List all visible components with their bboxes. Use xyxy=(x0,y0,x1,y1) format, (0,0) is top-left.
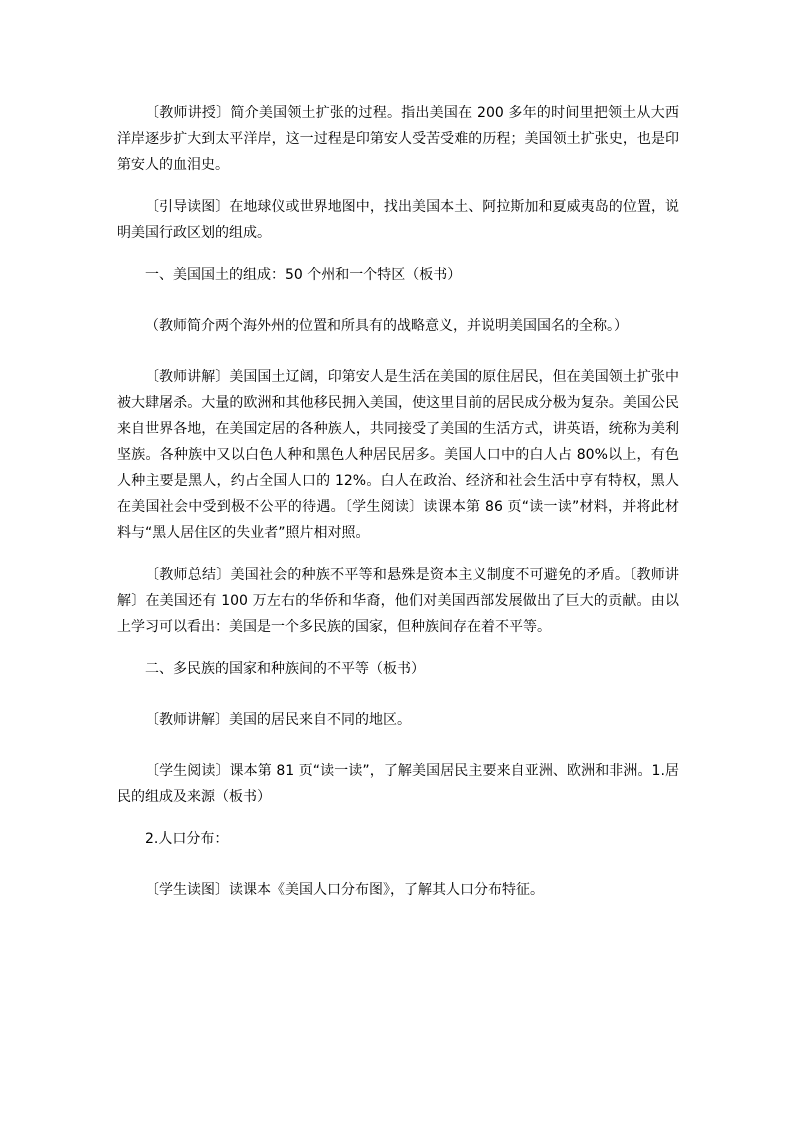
paragraph-territory-expansion: 〔教师讲授〕简介美国领土扩张的过程。指出美国在 200 多年的时间里把领土从大西洋岸逐步扩大到太平洋岸，这一过程是印第安人受苦受难的历程；美国领土扩张史，也是印第安人的血泪史。 xyxy=(117,105,679,173)
paragraph-population-composition: 〔教师讲解〕美国国土辽阔，印第安人是生活在美国的原住居民，但在美国领土扩张中被大肆屠杀。大量的欧洲和其他移民拥入美国，使这里目前的居民成分极为复杂。美国公民来自世界各地，在美国定居的各种族人，共同接受了美国的生活方式，讲英语，统称为美利坚族。各种族中又以白色人种和黑色人种居民居多。美国人口中的白人占 80%以上，有色人种主要是黑人，约占全国人口的 12%。白人在政治、经济和社会生活中亨有特权，黑人在美国社会中受到极不公平的待遇。〔学生阅读〕读课本第 86 页“读一读”材料，并将此材料与“黑人居住区的失业者”照片相对照。 xyxy=(117,369,679,541)
paragraph-overseas-states: （教师简介两个海外州的位置和所具有的战略意义，并说明美国国名的全称。） xyxy=(145,318,628,334)
heading-territory-composition: 一、美国国土的组成：50 个州和一个特区（板书） xyxy=(145,267,462,283)
paragraph-guided-map-reading: 〔引导读图〕在地球仪或世界地图中，找出美国本土、阿拉斯加和夏威夷岛的位置，说明美国行政区划的组成。 xyxy=(117,199,679,241)
heading-population-distribution: 2.人口分布： xyxy=(145,831,229,847)
paragraph-student-reading: 〔学生阅读〕课本第 81 页“读一读”，了解美国居民主要来自亚洲、欧洲和非洲。1.居民的组成及来源（板书） xyxy=(117,763,679,805)
paragraph-residents-origin: 〔教师讲解〕美国的居民来自不同的地区。 xyxy=(145,712,411,728)
paragraph-teacher-summary: 〔教师总结〕美国社会的种族不平等和悬殊是资本主义制度不可避免的矛盾。〔教师讲解〕在美国还有 100 万左右的华侨和华裔，他们对美国西部发展做出了巨大的贡献。由以上学习可以看出：美国是一个多民族的国家，但种族间存在着不平等。 xyxy=(117,567,679,635)
paragraph-population-map: 〔学生读图〕读课本《美国人口分布图》，了解其人口分布特征。 xyxy=(145,882,544,898)
heading-multiethnic-nation: 二、多民族的国家和种族间的不平等（板书） xyxy=(145,661,425,677)
document-body xyxy=(117,100,679,903)
